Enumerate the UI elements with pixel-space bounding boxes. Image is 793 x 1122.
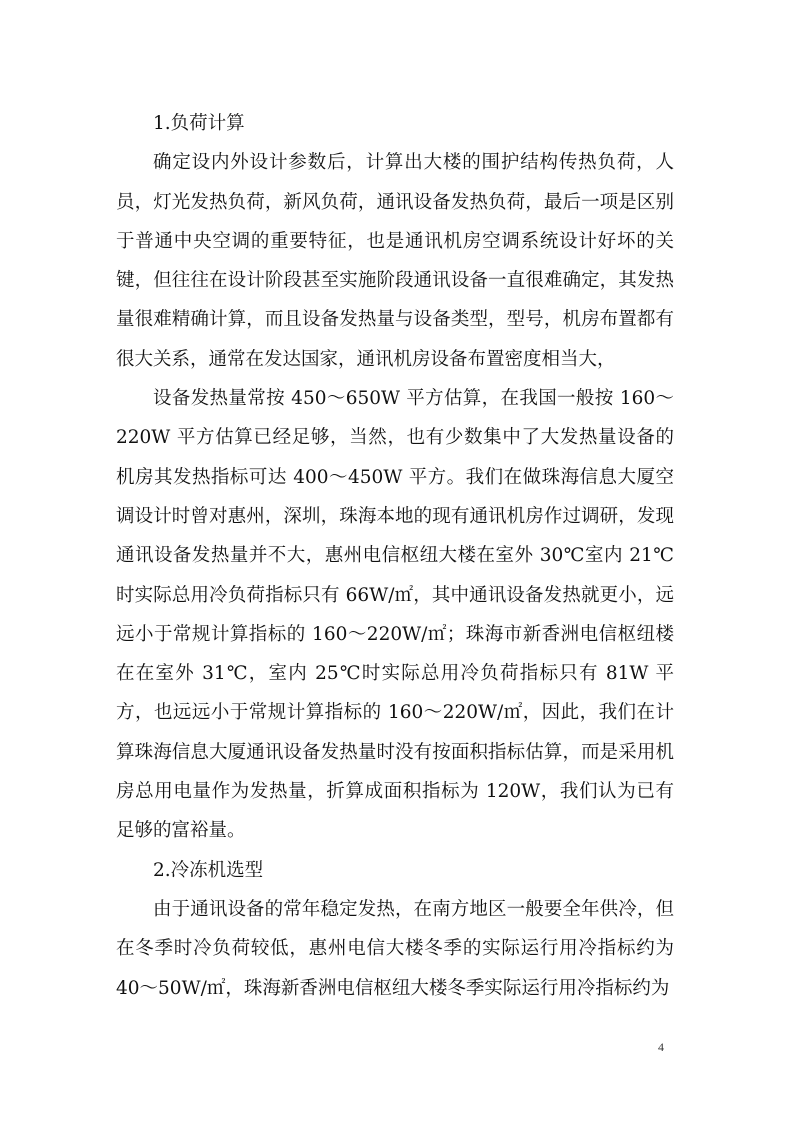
paragraph-equipment-heat-load: 设备发热量常按 450～650W 平方估算，在我国一般按 160～220W 平方估算已经足够，当然，也有少数集中了大发热量设备的机房其发热指标可达 400～450W 平方。我们在做珠海信息大厦空调设计时曾对惠州，深圳，珠海本地的现有通讯机房作过调研，发现通讯设备发热量并不大，惠州电信枢纽大楼在室外 30℃室内 21℃时实际总用冷负荷指标只有 66W/㎡，其中通讯设备发热就更小，远远小于常规计算指标的 160～220W/㎡；珠海市新香洲电信枢纽楼在在室外 31℃，室内 25℃时实际总用冷负荷指标只有 81W 平方，也远远小于常规计算指标的 160～220W/㎡，因此，我们在计算珠海信息大厦通讯设备发热量时没有按面积指标估算，而是采用机房总用电量作为发热量，折算成面积指标为 120W，我们认为已有足够的富裕量。 — [116, 388, 674, 842]
paragraph-year-round-cooling: 由于通讯设备的常年稳定发热，在南方地区一般要全年供冷，但在冬季时冷负荷较低，惠州电信大楼冬季的实际运行用冷指标约为 40～50W/㎡，珠海新香洲电信枢纽大楼冬季实际运行用冷指标约为 — [116, 898, 674, 999]
document-page-body — [116, 104, 674, 1008]
section-heading-load-calculation: 1.负荷计算 — [153, 113, 245, 134]
paragraph-design-parameters: 确定设内外设计参数后，计算出大楼的围护结构传热负荷，人员，灯光发热负荷，新风负荷，通讯设备发热负荷，最后一项是区别于普通中央空调的重要特征，也是通讯机房空调系统设计好坏的关键，但往往在设计阶段甚至实施阶段通讯设备一直很难确定，其发热量很难精确计算，而且设备发热量与设备类型，型号，机房布置都有很大关系，通常在发达国家，通讯机房设备布置密度相当大， — [116, 152, 674, 370]
page-number: 4 — [658, 1040, 664, 1054]
section-heading-chiller-selection: 2.冷冻机选型 — [153, 859, 264, 881]
